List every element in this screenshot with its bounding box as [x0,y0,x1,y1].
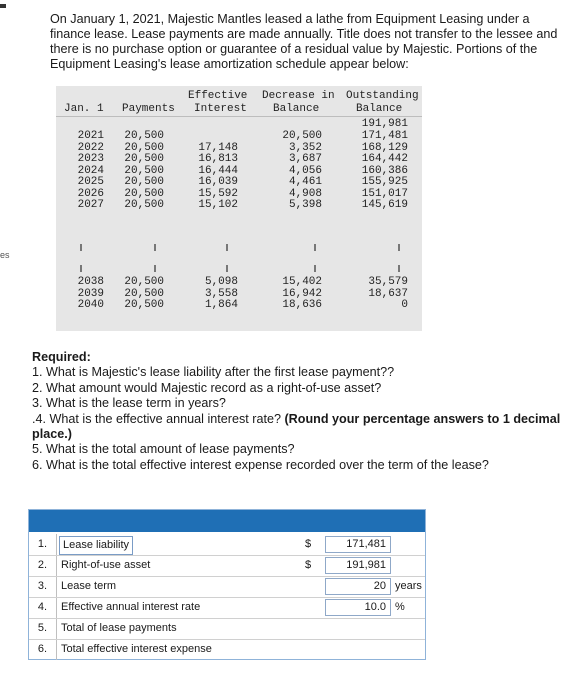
balance-cell: 18,637 [368,287,408,300]
balance-cell: 164,442 [361,153,408,165]
answer-label: Right-of-use asset [61,559,151,571]
decrease-cell: 18,636 [282,299,322,311]
answer-unit: years [395,580,422,592]
header-balance: Balance [273,103,320,115]
ellipsis-dash [314,244,316,251]
question-1: 1. What is Majestic's lease liability after the first lease payment?? [32,365,395,380]
required-title: Required: [32,350,91,364]
year-cell: 2039 [77,287,104,300]
payment-cell: 20,500 [124,164,164,177]
answer-row [29,576,425,597]
payment-cell: 20,500 [124,153,164,165]
balance-cell: 168,129 [361,141,408,154]
header-decrease: Decrease in [262,90,335,102]
answer-number: 5. [29,618,57,639]
decrease-cell: 20,500 [282,130,322,142]
question-6: 6. What is the total effective interest expense recorded over the term of the lease? [32,457,489,472]
header-balance-outstanding: Balance [356,103,403,115]
answer-label: Effective annual interest rate [61,601,201,613]
answer-row [29,555,425,576]
interest-cell: 17,148 [198,141,238,154]
payment-cell: 20,500 [124,199,164,211]
ellipsis-dash [80,244,82,251]
interest-cell: 15,102 [198,199,238,211]
decrease-cell: 3,687 [288,153,322,165]
answer-number: 2. [29,555,57,576]
balance-cell: 155,925 [361,176,408,188]
balance-cell: 160,386 [361,164,408,177]
decrease-cell: 5,398 [288,199,322,211]
decrease-cell: 4,056 [288,164,322,177]
answer-number: 4. [29,597,57,618]
payment-cell: 20,500 [124,141,164,154]
answer-label: Total effective interest expense [61,643,212,655]
amortization-schedule [56,86,422,331]
answer-label: Lease term [61,580,117,592]
header-effective: Effective [188,90,248,102]
answer-row [29,639,425,660]
answer-unit: % [395,601,405,613]
answer-input[interactable]: 171,481 [325,536,391,553]
header-interest: Interest [194,103,247,115]
question-4 [32,412,572,443]
row-divider [29,639,425,640]
year-cell: 2040 [77,299,104,311]
answer-number: 6. [29,639,57,660]
interest-cell: 15,592 [198,187,238,200]
balance-cell: 145,619 [361,199,408,211]
year-cell: 2024 [77,164,104,177]
payment-cell: 20,500 [124,176,164,188]
balance-cell: 0 [401,299,408,311]
answer-label: Total of lease payments [61,622,177,634]
ellipsis-dash [398,244,400,251]
answer-input[interactable]: 10.0 [325,599,391,616]
interest-cell: 16,039 [198,176,238,188]
interest-cell: 5,098 [204,276,238,288]
dollar-sign: $ [305,559,312,571]
answer-table-header [29,510,425,532]
decrease-cell: 3,352 [288,141,322,154]
answer-row [29,597,425,618]
decrease-cell: 15,402 [282,276,322,288]
header-outstanding: Outstanding [346,90,419,102]
decrease-cell: 16,942 [282,287,322,300]
answer-number: 3. [29,576,57,597]
payment-cell: 20,500 [124,187,164,200]
opening-balance: 191,981 [361,118,408,130]
answer-input[interactable]: 191,981 [325,557,391,574]
row-divider [29,597,425,598]
decrease-cell: 4,461 [288,176,322,188]
answer-number: 1. [29,534,57,555]
problem-intro: On January 1, 2021, Majestic Mantles leased a lathe from Equipment Leasing under a finance lease. Lease payments are made annually. Title does not transfer to the lessee and there is no purchase option or guarantee of a residual value by Majestic. Portions of the Equipment Leasing's lease amortization schedule appear below: [50,12,558,71]
ellipsis-dash [154,244,156,251]
answer-label: Lease liability [59,536,133,555]
question-2: 2. What amount would Majestic record as a right-of-use asset? [32,380,382,395]
balance-cell: 151,017 [361,187,408,200]
balance-cell: 35,579 [368,276,408,288]
side-mark: es [0,250,10,260]
row-divider [29,618,425,619]
payment-cell: 20,500 [124,287,164,300]
answer-row [29,534,425,555]
ellipsis-dash [80,265,82,272]
ellipsis-dash [398,265,400,272]
decrease-cell: 4,908 [288,187,322,200]
year-cell: 2022 [77,141,104,154]
question-5: 5. What is the total amount of lease payments? [32,442,295,457]
interest-cell: 16,813 [198,153,238,165]
year-cell: 2027 [77,199,104,211]
corner-mark [0,4,6,8]
header-divider [56,116,422,117]
year-cell: 2038 [77,276,104,288]
answer-row [29,618,425,639]
interest-cell: 1,864 [204,299,238,311]
year-cell: 2021 [77,130,104,142]
question-4-text: .4. What is the effective annual interest rate? [32,411,285,426]
answer-input[interactable]: 20 [325,578,391,595]
interest-cell: 16,444 [198,164,238,177]
year-cell: 2023 [77,153,104,165]
ellipsis-dash [226,265,228,272]
ellipsis-dash [154,265,156,272]
header-payments: Payments [122,103,175,115]
question-4-instruction: (Round your percentage answers to 1 decimal place.) [32,411,561,442]
row-divider [29,555,425,556]
answer-table [28,509,426,660]
interest-cell: 3,558 [204,287,238,300]
header-jan: Jan. 1 [64,103,104,115]
required-section [32,350,572,473]
dollar-sign: $ [305,538,312,550]
payment-cell: 20,500 [124,299,164,311]
payment-cell: 20,500 [124,130,164,142]
ellipsis-dash [226,244,228,251]
payment-cell: 20,500 [124,276,164,288]
question-3: 3. What is the lease term in years? [32,396,226,411]
year-cell: 2026 [77,187,104,200]
year-cell: 2025 [77,176,104,188]
row-divider [29,576,425,577]
balance-cell: 171,481 [361,130,408,142]
ellipsis-dash [314,265,316,272]
